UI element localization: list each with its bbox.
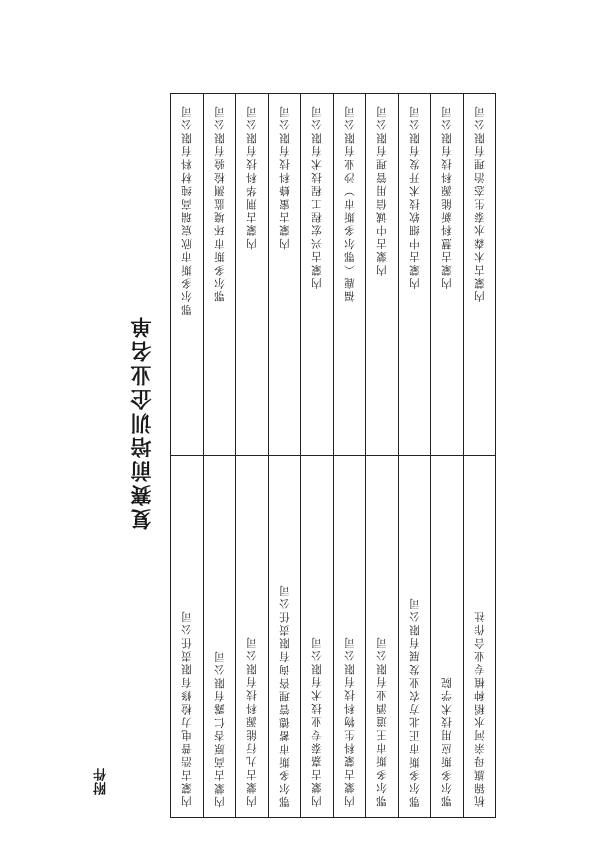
table-cell <box>366 94 399 456</box>
table-row-right-half <box>171 94 496 456</box>
company-name: 杭锦旗母亲河水稻种植专业合作社 <box>473 609 486 807</box>
company-name: 内蒙古中诚信用管理有限公司 <box>376 104 389 276</box>
company-name: 鄂尔多斯市正北方农业发展有限公司 <box>408 595 421 807</box>
company-name: 内蒙古嘉泰专业技术有限公司 <box>311 635 324 807</box>
table-row-left-half <box>171 456 496 818</box>
company-name: 内蒙古蒙科生物科技有限公司 <box>343 635 356 807</box>
company-list-table <box>170 93 496 818</box>
table-cell <box>268 456 301 818</box>
table-cell <box>398 94 431 456</box>
company-name: 内蒙古慧科新能源科技有限公司 <box>441 104 454 289</box>
company-name: 内蒙古兴宏程工程技术有限公司 <box>311 104 324 289</box>
company-name: 内蒙古荆华科技有限公司 <box>246 104 259 250</box>
company-name: 内蒙古浩普电力检修有限责任公司 <box>181 609 194 807</box>
table-cell <box>333 456 366 818</box>
table-cell <box>431 94 464 456</box>
table-cell <box>333 94 366 456</box>
attachment-label: 附件 <box>94 767 109 795</box>
table-cell <box>203 94 236 456</box>
company-name: 内蒙古中细软技术开发有限公司 <box>408 104 421 289</box>
company-name: 鄂尔多斯市王道酒业有限公司 <box>376 635 389 807</box>
table-cell <box>366 456 399 818</box>
table-cell <box>301 94 334 456</box>
company-name: 鄂尔多斯市蓄德管理咨询有限责任公司 <box>278 582 291 807</box>
company-name: 内蒙古九行能源科技有限公司 <box>246 635 259 807</box>
table-cell <box>431 456 464 818</box>
table-cell <box>268 94 301 456</box>
table-cell <box>171 456 204 818</box>
table-cell <box>171 94 204 456</box>
company-name: 鄂尔多斯市欣宸瑞高纯材料有限公司 <box>181 104 194 316</box>
table-cell <box>463 94 496 456</box>
table-cell <box>236 456 269 818</box>
table-cell <box>463 456 496 818</box>
company-name: 福鹿（鄂尔多斯市）沙业有限公司 <box>343 104 356 302</box>
company-name: 内蒙古高原杏仁露有限公司 <box>213 648 226 807</box>
table-cell <box>398 456 431 818</box>
company-name: 内蒙古蜜蜂科技有限公司 <box>278 104 291 250</box>
company-name: 内蒙古木森水泰生态治理有限公司 <box>473 104 486 302</box>
table-cell <box>203 456 236 818</box>
table-cell <box>236 94 269 456</box>
table-cell <box>301 456 334 818</box>
company-name: 鄂尔多斯市环境监测检验有限公司 <box>213 104 226 302</box>
document-title: 复赛前培训企业名单 <box>129 314 154 530</box>
company-name: 鄂尔多斯应用技术学院 <box>441 675 454 807</box>
